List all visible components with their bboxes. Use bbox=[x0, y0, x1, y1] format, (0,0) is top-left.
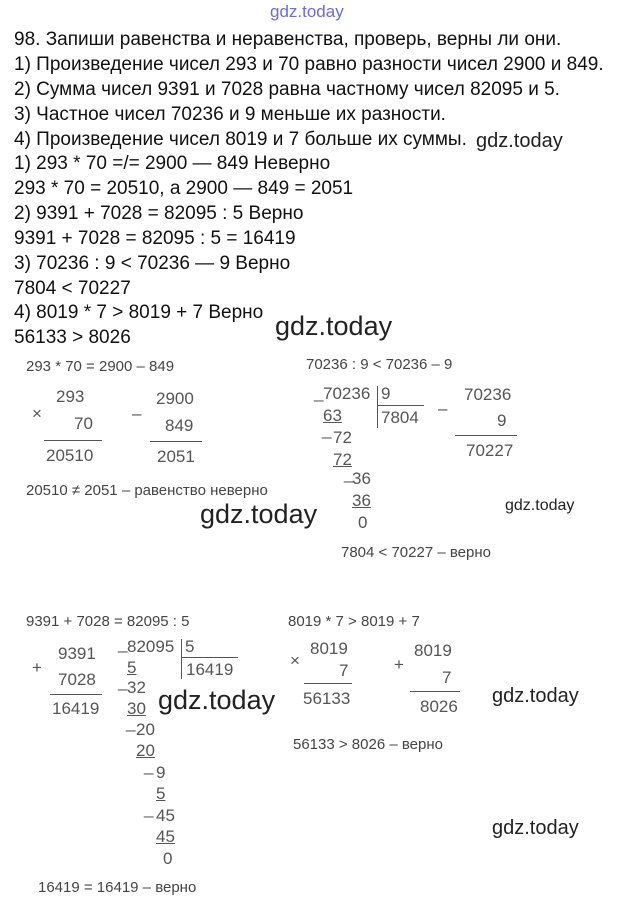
operand: 7028 bbox=[58, 670, 96, 689]
result: 2051 bbox=[157, 447, 195, 466]
divider-line bbox=[410, 691, 460, 692]
division-step: 45 bbox=[156, 806, 175, 825]
minus-mark: _ bbox=[118, 634, 128, 653]
divisor: 9 bbox=[381, 384, 391, 403]
operand: 7 bbox=[442, 668, 452, 687]
result: 16419 bbox=[52, 699, 100, 718]
divider-line bbox=[304, 683, 352, 684]
task-item-1: 1) Произведение чисел 293 и 70 равно разности чисел 2900 и 849. bbox=[14, 54, 604, 75]
operand: 2900 bbox=[156, 389, 194, 408]
division-step: 72 bbox=[333, 428, 352, 447]
operand: 293 bbox=[56, 387, 85, 406]
divider-line bbox=[44, 440, 102, 441]
divider-line bbox=[50, 694, 102, 695]
operand: 9 bbox=[497, 411, 507, 430]
result: 8026 bbox=[420, 697, 458, 716]
operand: 849 bbox=[165, 416, 194, 435]
minus-mark: _ bbox=[118, 672, 128, 691]
operand: 70236 bbox=[464, 385, 512, 404]
answer-line: 56133 > 8026 bbox=[14, 327, 131, 348]
division-bar bbox=[181, 639, 182, 679]
operand: 8019 bbox=[414, 641, 452, 660]
result: 70227 bbox=[466, 441, 514, 460]
operand: 7 bbox=[339, 661, 349, 680]
divider-line bbox=[455, 435, 517, 436]
answer-line: 7804 < 70227 bbox=[14, 278, 131, 299]
dividend: 70236 bbox=[323, 384, 371, 403]
quotient: 16419 bbox=[186, 660, 234, 679]
watermark: gdz.today bbox=[200, 499, 318, 529]
watermark: gdz.today bbox=[505, 497, 575, 514]
work2-conclusion: 7804 < 70227 – верно bbox=[341, 544, 491, 561]
minus-mark: _ bbox=[144, 799, 154, 818]
result: 56133 bbox=[303, 689, 351, 708]
division-line bbox=[378, 405, 424, 406]
division-step: 72 bbox=[333, 450, 352, 469]
answer-line: 3) 70236 : 9 < 70236 — 9 Верно bbox=[14, 253, 291, 274]
work3-conclusion: 16419 = 16419 – верно bbox=[38, 879, 197, 896]
division-step: 30 bbox=[127, 699, 146, 718]
task-item-3: 3) Частное чисел 70236 и 9 меньше их разности. bbox=[14, 104, 446, 125]
division-bar bbox=[377, 386, 378, 428]
sub-sign: – bbox=[132, 404, 142, 423]
answer-line: 9391 + 7028 = 82095 : 5 = 16419 bbox=[14, 228, 296, 249]
work2-header: 70236 : 9 < 70236 – 9 bbox=[306, 356, 453, 373]
watermark: gdz.today bbox=[158, 685, 276, 715]
answer-line: 4) 8019 * 7 > 8019 + 7 Верно bbox=[14, 302, 264, 323]
division-step: 20 bbox=[136, 741, 155, 760]
work1-conclusion: 20510 ≠ 2051 – равенство неверно bbox=[26, 482, 268, 499]
division-step: 0 bbox=[163, 849, 173, 868]
division-step: 5 bbox=[127, 658, 137, 677]
minus-mark: _ bbox=[314, 383, 324, 402]
minus-mark: _ bbox=[144, 756, 154, 775]
dividend: 82095 bbox=[127, 637, 175, 656]
answer-line: 2) 9391 + 7028 = 82095 : 5 Верно bbox=[14, 203, 304, 224]
division-step: 9 bbox=[156, 763, 166, 782]
division-step: 20 bbox=[136, 720, 155, 739]
divisor: 5 bbox=[185, 637, 195, 656]
operand: 8019 bbox=[310, 639, 348, 658]
task-title: 98. Запиши равенства и неравенства, проверь, верны ли они. bbox=[14, 29, 562, 50]
mul-sign: × bbox=[290, 651, 300, 670]
minus-mark: _ bbox=[344, 464, 354, 483]
watermark: gdz.today bbox=[492, 685, 579, 707]
operand: 9391 bbox=[58, 644, 96, 663]
watermark-top: gdz.today bbox=[270, 2, 344, 21]
division-step: 0 bbox=[358, 513, 368, 532]
work1-header: 293 * 70 = 2900 – 849 bbox=[26, 358, 175, 375]
operand: 70 bbox=[74, 414, 93, 433]
minus-mark: _ bbox=[322, 420, 332, 439]
watermark: gdz.today bbox=[275, 311, 393, 341]
task-item-4: 4) Произведение чисел 8019 и 7 больше их суммы. bbox=[14, 129, 467, 150]
minus-mark: _ bbox=[126, 713, 136, 732]
division-step: 45 bbox=[156, 827, 175, 846]
work4-conclusion: 56133 > 8026 – верно bbox=[293, 736, 443, 753]
mul-sign: × bbox=[32, 404, 42, 423]
task-item-2: 2) Сумма чисел 9391 и 7028 равна частному чисел 82095 и 5. bbox=[14, 79, 560, 100]
division-step: 36 bbox=[352, 491, 371, 510]
division-step: 63 bbox=[323, 406, 342, 425]
result: 20510 bbox=[46, 446, 94, 465]
work3-header: 9391 + 7028 = 82095 : 5 bbox=[26, 613, 190, 630]
watermark-inline: gdz.today bbox=[476, 130, 563, 152]
add-sign: + bbox=[394, 655, 404, 674]
division-line bbox=[182, 657, 238, 658]
division-step: 5 bbox=[156, 784, 166, 803]
add-sign: + bbox=[32, 658, 42, 677]
answer-line: 1) 293 * 70 =/= 2900 — 849 Неверно bbox=[14, 153, 331, 174]
sub-sign: – bbox=[438, 399, 448, 418]
quotient: 7804 bbox=[381, 408, 419, 427]
work4-header: 8019 * 7 > 8019 + 7 bbox=[288, 613, 420, 630]
division-step: 36 bbox=[352, 469, 371, 488]
divider-line bbox=[150, 441, 202, 442]
watermark: gdz.today bbox=[492, 817, 579, 839]
answer-line: 293 * 70 = 20510, а 2900 — 849 = 2051 bbox=[14, 178, 354, 199]
division-step: 32 bbox=[127, 678, 146, 697]
